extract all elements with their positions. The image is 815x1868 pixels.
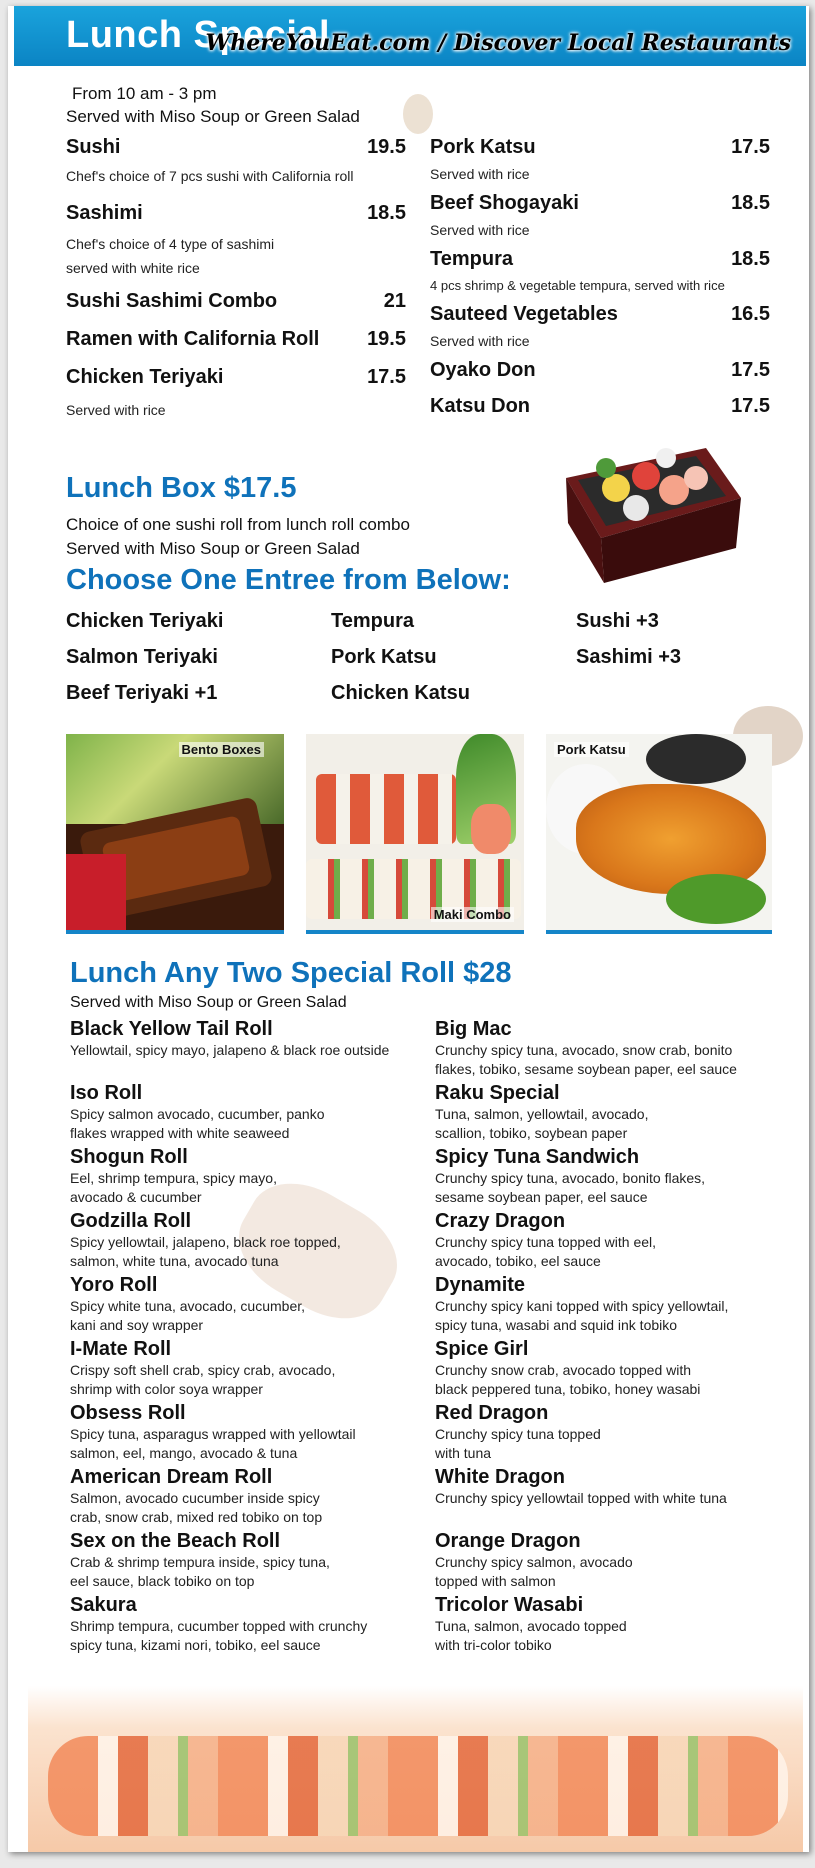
roll-name: Shogun Roll	[70, 1146, 188, 1168]
item-desc: Chef's choice of 4 type of sashimi	[66, 236, 275, 252]
roll-item	[70, 1402, 430, 1463]
watermark: WhereYouEat.com / Discover Local Restaurants	[205, 30, 791, 56]
roll-item	[70, 1210, 430, 1271]
item-name: Ramen with California Roll	[66, 328, 320, 350]
roll-name: Godzilla Roll	[70, 1210, 192, 1232]
photo-caption: Pork Katsu	[554, 742, 629, 757]
lunch-special-left	[66, 136, 406, 418]
roll-name: Obsess Roll	[70, 1402, 186, 1424]
roll-desc: Shrimp tempura, cucumber topped with crunchy	[70, 1618, 368, 1634]
roll-desc: kani and soy wrapper	[70, 1317, 204, 1333]
roll-desc: Crunchy snow crab, avocado topped with	[435, 1362, 692, 1378]
item-name: Sashimi	[66, 202, 143, 224]
roll-desc: with tri-color tobiko	[435, 1637, 552, 1653]
special-roll-served: Served with Miso Soup or Green Salad	[70, 994, 347, 1011]
roll-desc: Crispy soft shell crab, spicy crab, avocado,	[70, 1362, 336, 1378]
page-title: Lunch Special	[66, 14, 331, 56]
entree-item: Beef Teriyaki +1	[66, 682, 218, 704]
menu-item	[430, 248, 770, 276]
roll-name: I-Mate Roll	[70, 1338, 172, 1360]
roll-name: Crazy Dragon	[435, 1210, 566, 1232]
roll-desc: eel sauce, black tobiko on top	[70, 1573, 255, 1589]
served-note: Served with Miso Soup or Green Salad	[66, 107, 360, 126]
item-price: 18.5	[367, 202, 406, 224]
photo-caption: Bento Boxes	[179, 742, 264, 757]
roll-desc: salmon, white tuna, avocado tuna	[70, 1253, 279, 1269]
roll-desc: Crunchy spicy tuna, avocado, bonito flakes,	[435, 1170, 706, 1186]
entree-item: Sashimi +3	[576, 646, 682, 668]
item-name: Tempura	[430, 248, 513, 270]
menu-item	[430, 303, 770, 331]
roll-item	[435, 1530, 795, 1591]
item-price: 19.5	[367, 136, 406, 158]
entree-item: Sushi +3	[576, 610, 659, 632]
roll-item	[70, 1082, 430, 1143]
item-price: 21	[383, 290, 406, 312]
roll-desc: Crunchy spicy yellowtail topped with white tuna	[435, 1490, 727, 1506]
pork-katsu-photo	[546, 734, 772, 934]
roll-desc: Salmon, avocado cucumber inside spicy	[70, 1490, 320, 1506]
item-name: Sushi	[66, 136, 121, 158]
entree-item: Tempura	[331, 610, 414, 632]
roll-desc: avocado & cucumber	[70, 1189, 202, 1205]
roll-name: Red Dragon	[435, 1402, 549, 1424]
roll-desc: topped with salmon	[435, 1573, 556, 1589]
roll-desc: Crunchy spicy tuna topped with eel,	[435, 1234, 657, 1250]
roll-name: Orange Dragon	[435, 1530, 581, 1552]
lunch-box-line1: Choice of one sushi roll from lunch roll combo	[66, 515, 410, 534]
menu-item	[66, 290, 406, 318]
menu-page	[8, 6, 809, 1852]
choose-entree-title: Choose One Entree from Below:	[66, 564, 511, 596]
roll-item	[70, 1594, 430, 1655]
menu-item	[430, 359, 770, 387]
roll-name: Sex on the Beach Roll	[70, 1530, 281, 1552]
roll-desc: Crunchy spicy kani topped with spicy yellowtail,	[435, 1298, 729, 1314]
roll-item	[435, 1402, 795, 1463]
roll-desc: with tuna	[435, 1445, 492, 1461]
roll-item	[435, 1018, 795, 1079]
special-roll-title: Lunch Any Two Special Roll $28	[70, 957, 512, 989]
lunch-box-line2: Served with Miso Soup or Green Salad	[66, 539, 360, 558]
entree-item: Chicken Katsu	[331, 682, 470, 704]
roll-item	[70, 1274, 430, 1335]
roll-name: Black Yellow Tail Roll	[70, 1018, 273, 1040]
roll-desc: Tuna, salmon, yellowtail, avocado,	[435, 1106, 649, 1122]
roll-item	[435, 1338, 795, 1399]
menu-item	[66, 328, 406, 356]
roll-desc: Tuna, salmon, avocado topped	[435, 1618, 627, 1634]
item-name: Chicken Teriyaki	[66, 366, 224, 388]
entree-item: Chicken Teriyaki	[66, 610, 224, 632]
item-name: Sauteed Vegetables	[430, 303, 618, 325]
roll-desc: flakes wrapped with white seaweed	[70, 1125, 290, 1141]
item-name: Oyako Don	[430, 359, 536, 381]
stain	[403, 94, 433, 134]
item-name: Pork Katsu	[430, 136, 536, 158]
maki-combo-photo	[306, 734, 524, 934]
roll-name: American Dream Roll	[70, 1466, 273, 1488]
item-price: 19.5	[367, 328, 406, 350]
special-roll-left	[70, 1018, 430, 1658]
item-name: Katsu Don	[430, 395, 530, 417]
item-desc: served with white rice	[66, 260, 200, 276]
roll-name: Spice Girl	[435, 1338, 529, 1360]
roll-desc: Yellowtail, spicy mayo, jalapeno & black roe outside	[70, 1042, 390, 1058]
roll-desc: avocado, tobiko, eel sauce	[435, 1253, 601, 1269]
entree-item: Pork Katsu	[331, 646, 437, 668]
item-desc: Served with rice	[430, 333, 530, 349]
item-desc: Served with rice	[430, 222, 530, 238]
roll-item	[70, 1466, 430, 1527]
roll-item	[70, 1338, 430, 1399]
item-price: 17.5	[731, 359, 770, 381]
roll-desc: salmon, eel, mango, avocado & tuna	[70, 1445, 298, 1461]
roll-desc: shrimp with color soya wrapper	[70, 1381, 263, 1397]
entree-item: Salmon Teriyaki	[66, 646, 218, 668]
item-desc: Served with rice	[430, 166, 530, 182]
roll-name: Iso Roll	[70, 1082, 143, 1104]
item-price: 18.5	[731, 248, 770, 270]
roll-desc: flakes, tobiko, sesame soybean paper, eel sauce	[435, 1061, 737, 1077]
roll-name: Dynamite	[435, 1274, 526, 1296]
photo-caption: Maki Combo	[431, 907, 514, 922]
roll-name: Yoro Roll	[70, 1274, 158, 1296]
roll-item	[70, 1530, 430, 1591]
roll-name: Raku Special	[435, 1082, 560, 1104]
roll-desc: spicy tuna, kizami nori, tobiko, eel sauce	[70, 1637, 321, 1653]
item-price: 17.5	[731, 395, 770, 417]
menu-item	[66, 136, 406, 164]
sushi-photo-strip	[28, 1686, 803, 1852]
item-desc: Chef's choice of 7 pcs sushi with California roll	[66, 168, 354, 184]
bento-box-illustration	[556, 418, 746, 588]
item-price: 17.5	[731, 136, 770, 158]
special-roll-right	[435, 1018, 795, 1658]
item-name: Beef Shogayaki	[430, 192, 579, 214]
roll-desc: Crunchy spicy tuna, avocado, snow crab, bonito	[435, 1042, 733, 1058]
roll-desc: Spicy white tuna, avocado, cucumber,	[70, 1298, 306, 1314]
roll-desc: Crunchy spicy salmon, avocado	[435, 1554, 633, 1570]
menu-item	[430, 136, 770, 164]
roll-desc: Spicy salmon avocado, cucumber, panko	[70, 1106, 325, 1122]
item-desc: Served with rice	[66, 402, 166, 418]
lunch-special-right	[430, 136, 770, 423]
roll-desc: Crunchy spicy tuna topped	[435, 1426, 601, 1442]
item-name: Sushi Sashimi Combo	[66, 290, 278, 312]
roll-item	[435, 1146, 795, 1207]
item-price: 17.5	[367, 366, 406, 388]
roll-name: White Dragon	[435, 1466, 565, 1488]
roll-desc: sesame soybean paper, eel sauce	[435, 1189, 648, 1205]
roll-desc: Spicy yellowtail, jalapeno, black roe topped,	[70, 1234, 341, 1250]
roll-item	[435, 1274, 795, 1335]
roll-name: Spicy Tuna Sandwich	[435, 1146, 640, 1168]
menu-item	[430, 192, 770, 220]
roll-item	[435, 1082, 795, 1143]
menu-item	[66, 366, 406, 394]
roll-name: Sakura	[70, 1594, 137, 1616]
roll-item	[435, 1466, 795, 1508]
menu-item	[66, 202, 406, 230]
roll-desc: Crab & shrimp tempura inside, spicy tuna,	[70, 1554, 330, 1570]
roll-item	[435, 1594, 795, 1655]
lunch-box-title: Lunch Box $17.5	[66, 472, 297, 504]
roll-desc: scallion, tobiko, soybean paper	[435, 1125, 628, 1141]
roll-item	[70, 1018, 430, 1060]
roll-desc: crab, snow crab, mixed red tobiko on top	[70, 1509, 323, 1525]
roll-item	[435, 1210, 795, 1271]
roll-name: Big Mac	[435, 1018, 512, 1040]
hours-note: From 10 am - 3 pm	[72, 84, 217, 103]
roll-desc: Spicy tuna, asparagus wrapped with yellowtail	[70, 1426, 356, 1442]
item-desc: 4 pcs shrimp & vegetable tempura, served with rice	[430, 278, 725, 293]
roll-desc: Eel, shrimp tempura, spicy mayo,	[70, 1170, 277, 1186]
roll-item	[70, 1146, 430, 1207]
item-price: 16.5	[731, 303, 770, 325]
roll-name: Tricolor Wasabi	[435, 1594, 584, 1616]
item-price: 18.5	[731, 192, 770, 214]
roll-desc: spicy tuna, wasabi and squid ink tobiko	[435, 1317, 678, 1333]
bento-boxes-photo	[66, 734, 284, 934]
roll-desc: black peppered tuna, tobiko, honey wasabi	[435, 1381, 701, 1397]
